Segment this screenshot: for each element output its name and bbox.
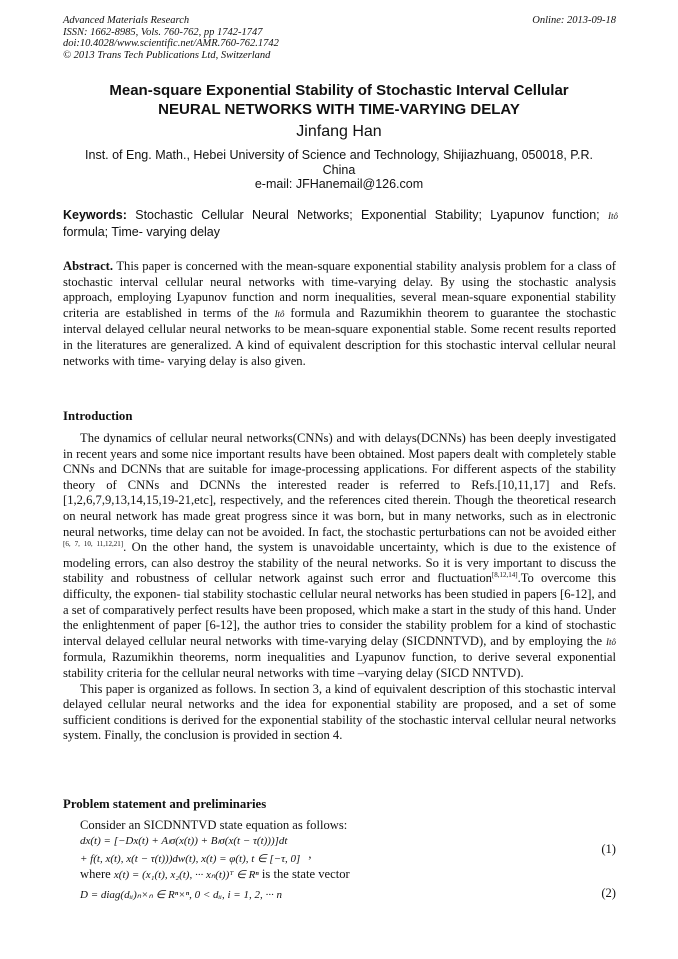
intro-p1-b: . On the other hand, the system is unavoidable uncertainty, which is due to the existence of modeling errors, can also destroy the stability of the neural networks. So it is very important to discuss the stability and robustness of cellular network against such error and fluctuation <box>63 540 617 586</box>
title-line-2: NEURAL NETWORKS WITH TIME-VARYING DELAY <box>158 101 520 118</box>
where-equation: x(t) = (x₁(t), x₂(t), ··· xₙ(t))ᵀ ∈ Rⁿ <box>113 869 259 881</box>
where-text-b: is the state vector <box>258 867 350 881</box>
abstract-text-1: This paper is concerned with the mean-square exponential stability analysis problem for a class of stochastic interval cellular neural networks with time-varying delay. By using the stochastic analysis approach, employing Lyapunov function and norm inequalities, several mean-square exponential stability criteria are established in terms of the <box>63 259 616 320</box>
intro-body <box>63 431 616 744</box>
intro-paragraph-1 <box>63 431 616 682</box>
where-text-a: where <box>80 867 114 881</box>
intro-paragraph-2: This paper is organized as follows. In section 3, a kind of equivalent description of this stochastic interval delayed cellular neural networks and the idea for exponential stability are proposed, and a set of some sufficient conditions is derived for the exponential stability of the stochastic interval cellular neural networks system. Finally, the conclusion is provided in section 4. <box>63 681 616 743</box>
problem-heading: Problem statement and preliminaries <box>63 797 267 811</box>
ito-symbol: Itô <box>606 636 616 647</box>
intro-p1-c: .To overcome this difficulty, the exponen- tial stability stochastic cellular neural networks has been studied in papers [6-12], and a set of comparatively perfect results have been proposed, which make a start in the study of this hand. Under the enlightenment of paper [6-12], the author tries to consider the stability problem for a kind of stochastic interval delayed cellular neural networks with time-varying delay (SICDNNTVD), and by employing the <box>63 571 616 648</box>
equation-1 <box>80 834 311 866</box>
affiliation: Inst. of Eng. Math., Hebei University of Science and Technology, Shijiazhuang, 050018, P.R. China <box>85 148 593 177</box>
keywords-text-a: Stochastic Cellular Neural Networks; Exponential Stability; Lyapunov function; <box>126 208 608 222</box>
abstract-text-2: formula and Razumikhin theorem to guarantee the stochastic interval delayed cellular neural networks to be mean-square exponential stable. Some recent results reported in the literatures are generalized. A kind of equivalent description for this stochastic interval cellular neural networks with time- varying delay is also given. <box>63 305 616 368</box>
journal-issn: ISSN: 1662-8985, Vols. 760-762, pp 1742-1747 <box>63 26 263 38</box>
ito-symbol: Itô <box>274 308 285 319</box>
abstract <box>63 259 616 369</box>
eq2-text: D = diag(dᵢᵢ)ₙ×ₙ ∈ Rⁿ×ⁿ, 0 < dᵢᵢ, i = 1, 2, ··· n <box>80 889 282 901</box>
intro-p1-a: The dynamics of cellular neural networks(CNNs) and with delays(DCNNs) has been deeply investigated in recent years and some nice important results have been obtained. Most papers dealt with completely stable CNNs and DCNNs that are suitable for image-processing applications. For different aspects of the stability theory of CNNs and DCNNs the interested reader is referred to Refs.[10,11,17] and Refs.[1,2,6,7,9,13,14,15,19-21,etc], respectively, and the references cited therein. Though the theoretical research on neural network has made great progress since it was born, but in many networks, such as in electronic neural networks, time delay can not be avoided. In fact, the stochastic perturbations can not be avoided either <box>63 431 616 539</box>
affiliation-block <box>70 148 608 192</box>
equation-1-number: (1) <box>601 842 616 856</box>
journal-doi: doi:10.4028/www.scientific.net/AMR.760-762.1742 <box>63 38 279 49</box>
abstract-label: Abstract. <box>63 259 114 273</box>
where-line <box>80 867 350 882</box>
citation: [8,12,14] <box>491 571 518 580</box>
eq1-line-2: + f(t, x(t), x(t − τ(t)))dw(t), x(t) = φ(t), t ∈ [−τ, 0] <box>80 853 301 865</box>
keywords-label: Keywords: <box>63 208 127 222</box>
citation: [6, 7, 10, 11,12,21] <box>63 540 124 549</box>
online-date: Online: 2013-09-18 <box>532 15 616 26</box>
equation-2 <box>80 887 282 902</box>
journal-copyright: © 2013 Trans Tech Publications Ltd, Switzerland <box>63 49 271 61</box>
intro-p1-d: formula, Razumikhin theorems, norm inequalities and Lyapunov function, to derive several exponential stability criteria for the cellular neural networks with time –varying delay (SICD NNTVD). <box>63 650 616 680</box>
keywords-text-b: formula; Time- varying delay <box>63 225 221 239</box>
journal-name: Advanced Materials Research <box>63 15 190 26</box>
eq1-line-1: dx(t) = [−Dx(t) + Aₗσ(x(t)) + Bₗσ(x(t − τ(t)))]dt <box>80 835 288 847</box>
ito-symbol: Itô <box>608 211 618 221</box>
eq1-comma: , <box>308 847 312 861</box>
keywords <box>63 207 618 240</box>
email: e-mail: JFHanemail@126.com <box>254 177 424 191</box>
intro-heading: Introduction <box>63 409 133 423</box>
equation-2-number: (2) <box>601 886 616 900</box>
journal-header <box>63 15 279 61</box>
problem-intro: Consider an SICDNNTVD state equation as follows: <box>80 818 348 832</box>
paper-title <box>40 81 638 119</box>
title-line-1: Mean-square Exponential Stability of Stochastic Interval Cellular <box>109 82 569 99</box>
author-name: Jinfang Han <box>296 123 382 140</box>
